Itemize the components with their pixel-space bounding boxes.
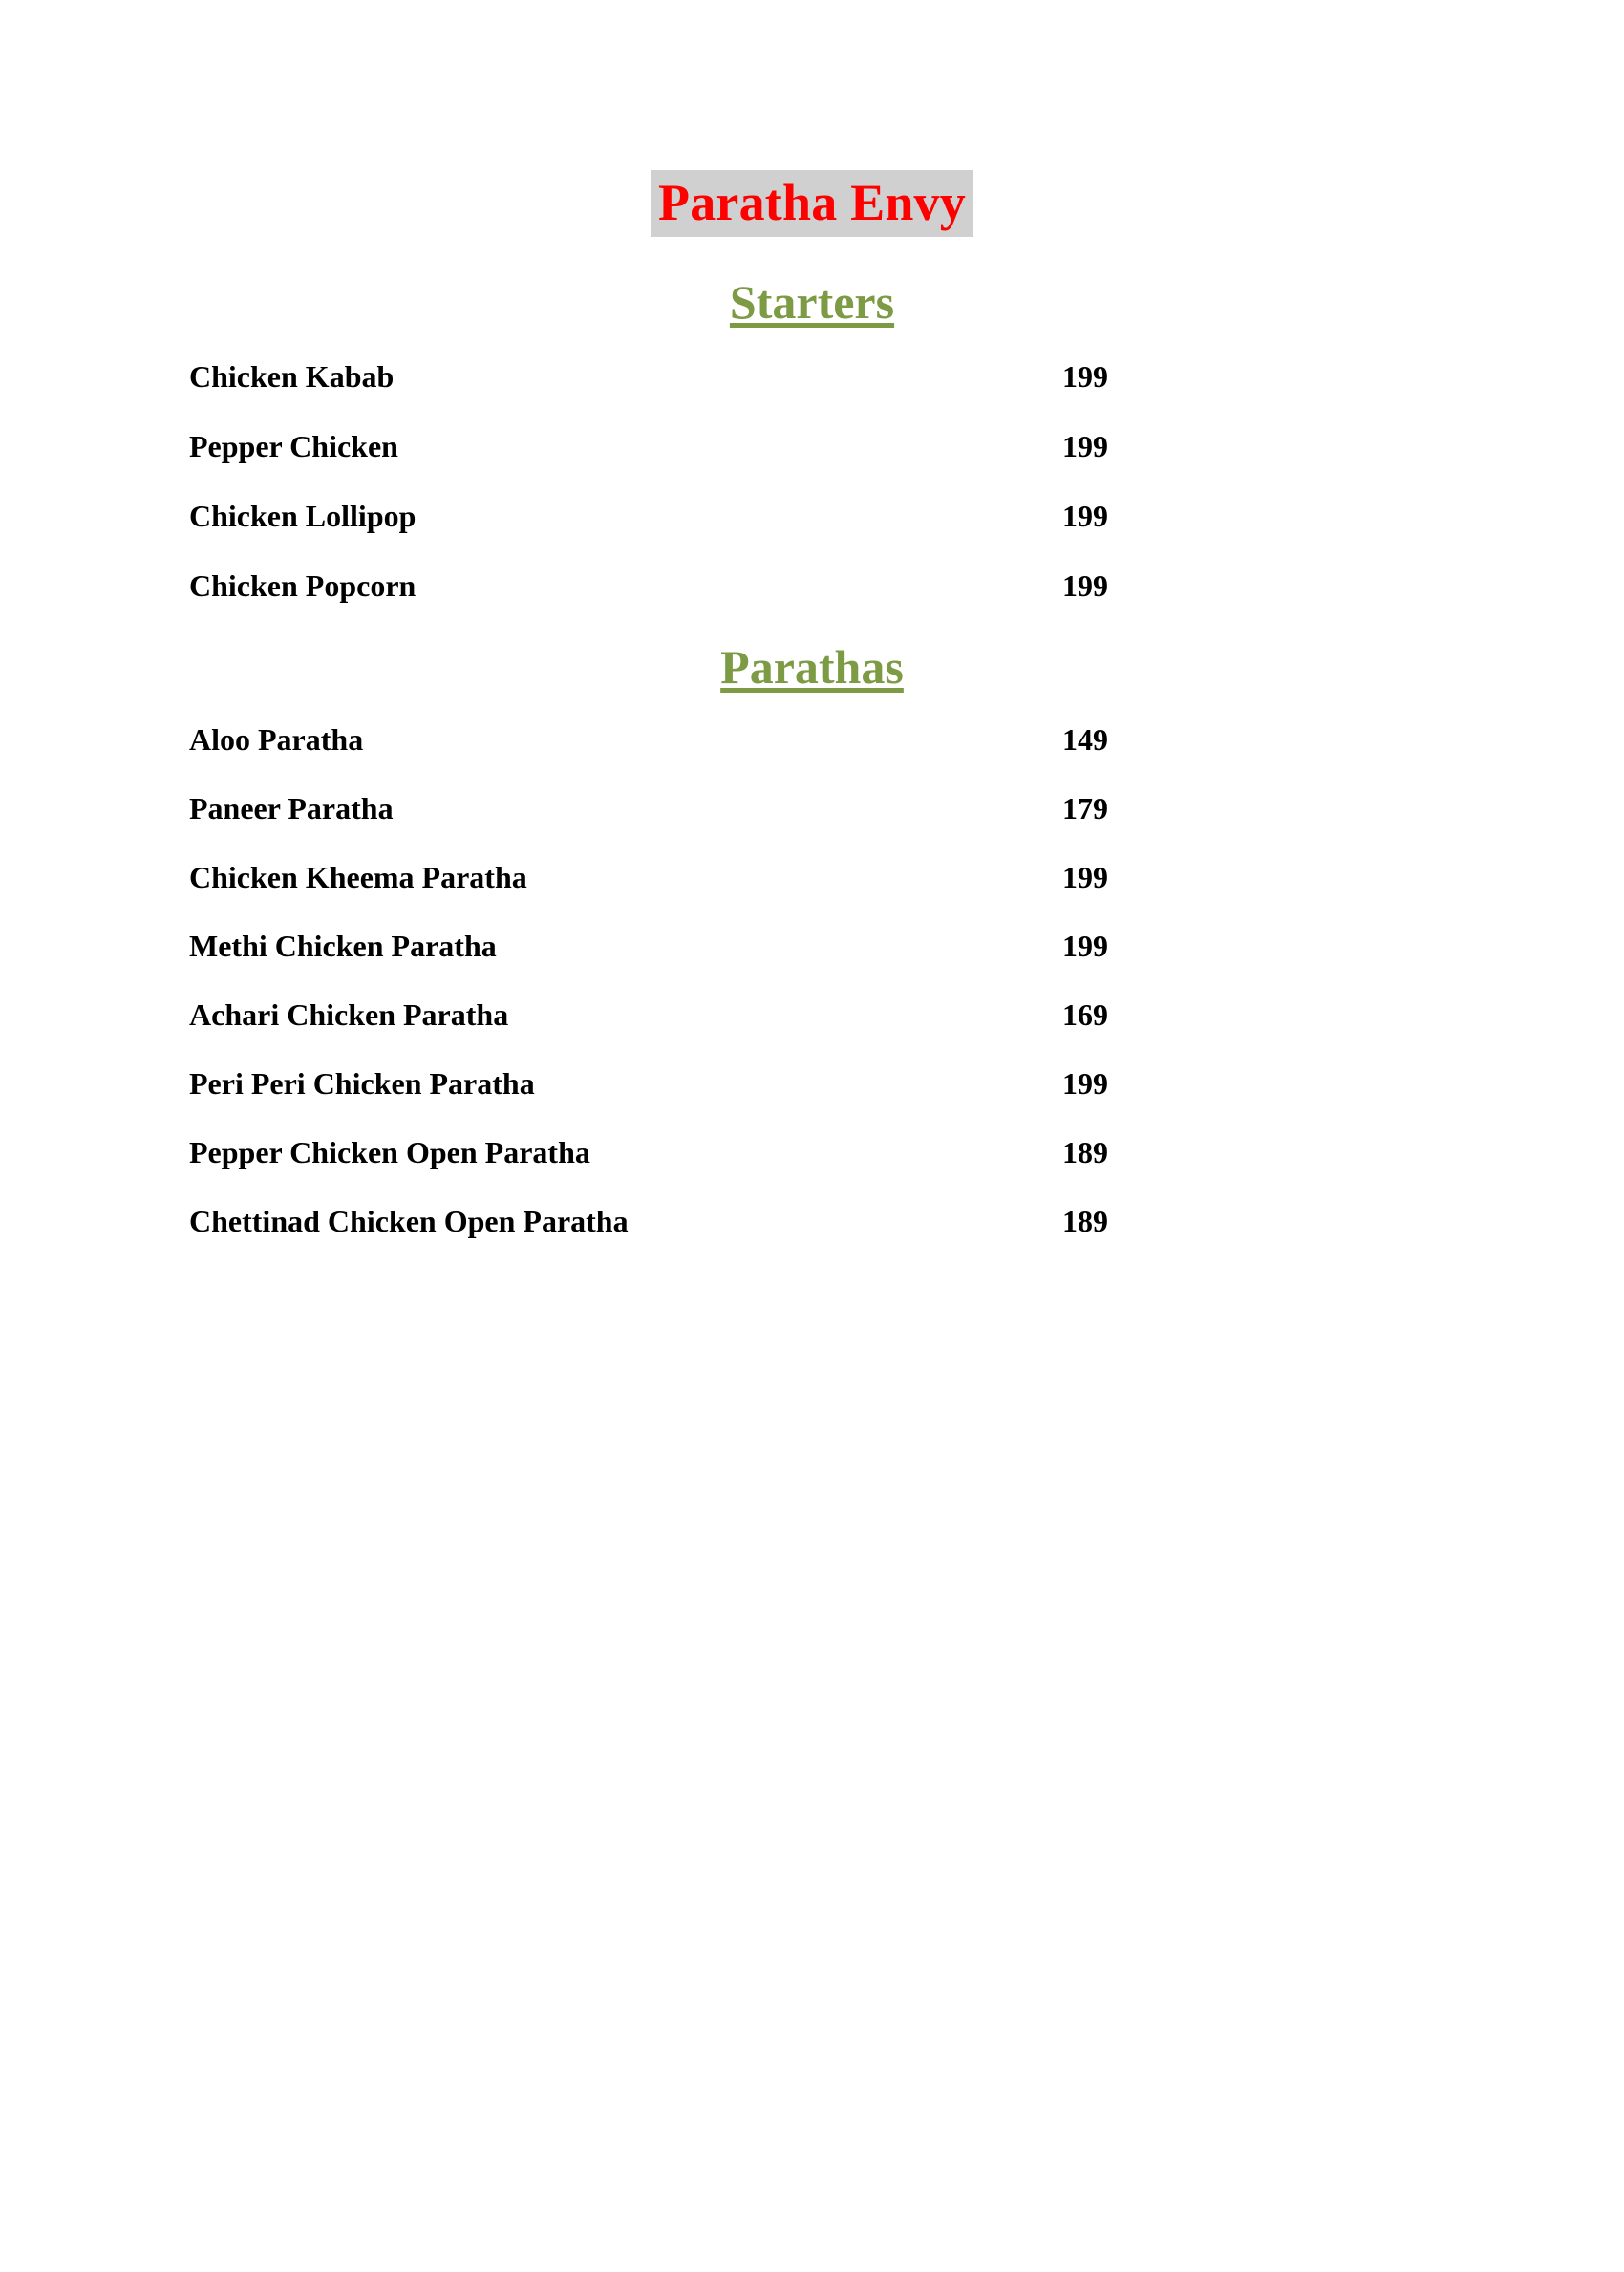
menu-item-price: 199 (1062, 1066, 1108, 1102)
menu-item-row (0, 1204, 1624, 1239)
menu-item-row (0, 791, 1624, 826)
menu-item-name: Pepper Chicken (189, 429, 398, 464)
page-title: Paratha Envy (651, 170, 973, 237)
menu-item-price: 189 (1062, 1204, 1108, 1239)
menu-item-row (0, 929, 1624, 964)
title-block (0, 170, 1624, 237)
menu-item-row (0, 359, 1624, 395)
menu-item-name: Paneer Paratha (189, 791, 394, 826)
menu-item-name: Chicken Popcorn (189, 568, 417, 604)
section-heading-starters: Starters (729, 275, 895, 330)
menu-item-row (0, 1066, 1624, 1102)
menu-item-name: Peri Peri Chicken Paratha (189, 1066, 535, 1102)
menu-item-row (0, 568, 1624, 604)
menu-item-row (0, 1135, 1624, 1170)
menu-item-name: Chicken Lollipop (189, 499, 417, 534)
menu-item-name: Chicken Kheema Paratha (189, 860, 527, 895)
menu-item-name: Chicken Kabab (189, 359, 395, 395)
menu-item-row (0, 429, 1624, 464)
menu-item-price: 169 (1062, 997, 1108, 1033)
menu-item-row (0, 997, 1624, 1033)
menu-item-price: 149 (1062, 722, 1108, 758)
menu-item-name: Methi Chicken Paratha (189, 929, 497, 964)
menu-item-row (0, 499, 1624, 534)
menu-item-price: 199 (1062, 499, 1108, 534)
menu-item-row (0, 722, 1624, 758)
menu-item-price: 199 (1062, 860, 1108, 895)
menu-item-price: 199 (1062, 359, 1108, 395)
section-heading-parathas: Parathas (720, 640, 904, 695)
menu-item-row (0, 860, 1624, 895)
menu-list-parathas (0, 722, 1624, 1239)
menu-item-price: 179 (1062, 791, 1108, 826)
menu-item-name: Chettinad Chicken Open Paratha (189, 1204, 629, 1239)
menu-item-price: 189 (1062, 1135, 1108, 1170)
menu-list-starters (0, 359, 1624, 604)
menu-item-name: Achari Chicken Paratha (189, 997, 509, 1033)
menu-item-price: 199 (1062, 929, 1108, 964)
menu-item-name: Pepper Chicken Open Paratha (189, 1135, 590, 1170)
section-heading-starters-wrap (0, 273, 1624, 331)
menu-item-name: Aloo Paratha (189, 722, 364, 758)
menu-page (0, 170, 1624, 2272)
menu-item-price: 199 (1062, 568, 1108, 604)
section-heading-parathas-wrap (0, 638, 1624, 696)
menu-item-price: 199 (1062, 429, 1108, 464)
